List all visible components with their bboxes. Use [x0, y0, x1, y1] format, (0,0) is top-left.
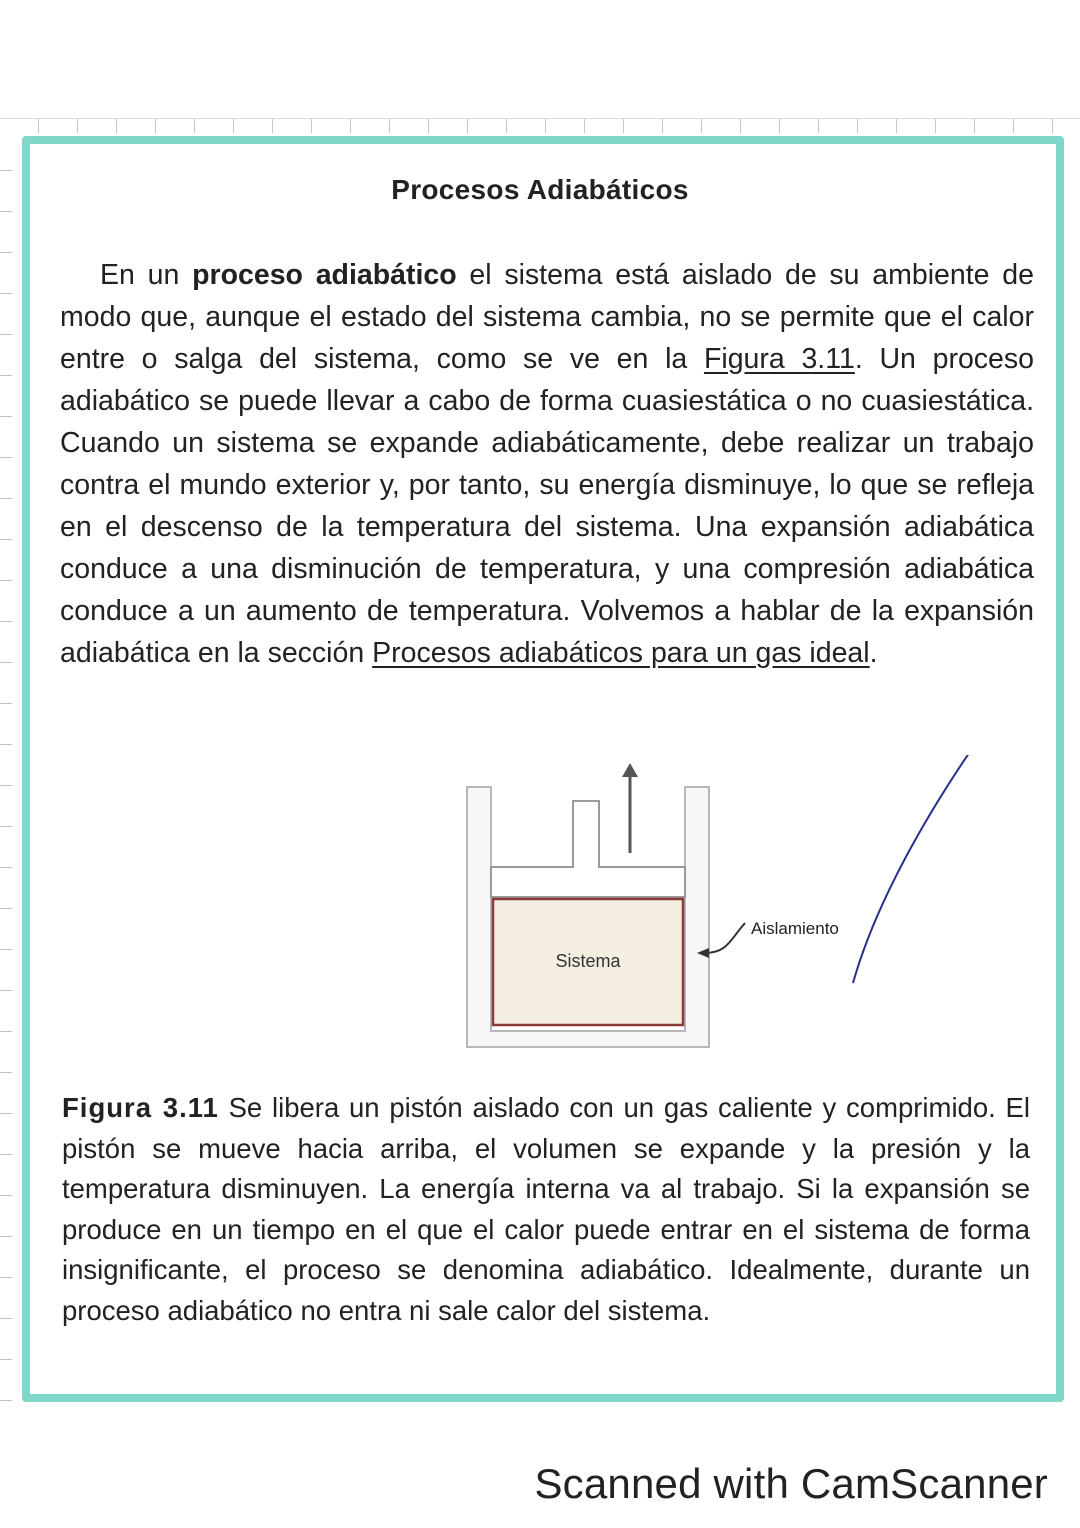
paragraph-text: el sistema está aislado de su ambiente de modo que, aunque el estado del sistema cambia, no se permite que el calor entre o salga del sistema, como se ve en la [60, 259, 1034, 375]
system-label: Sistema [555, 951, 621, 971]
figure-caption [62, 1088, 1030, 1332]
insulation-pointer [705, 923, 745, 953]
arrow-up-icon [622, 763, 638, 777]
page-title: Procesos Adiabáticos [391, 174, 689, 205]
paragraph-text: En un [100, 259, 193, 291]
piston [491, 801, 685, 897]
paragraph-bold-term: proceso adiabático [192, 259, 457, 291]
ruler-left [0, 130, 12, 1410]
body-paragraph [60, 254, 1034, 674]
ruler-top [0, 118, 1080, 133]
pen-stroke [853, 755, 985, 983]
section-link[interactable]: Procesos adiabáticos para un gas ideal [372, 637, 870, 669]
figure-link[interactable]: Figura 3.11 [703, 343, 855, 375]
scanner-watermark: Scanned with CamScanner [534, 1460, 1048, 1507]
piston-figure [455, 755, 1015, 1055]
caption-label: Figura 3.11 [62, 1092, 219, 1123]
paragraph-text: . Un proceso adiabático se puede llevar a cabo de forma cuasiestática o no cuasiestática. Cuando un sistema se expande adiabáticamente, debe realizar un trabajo contra el mundo exterior y, por tanto, su energía disminuye, lo que se refleja en el descenso de la temperatura del sistema. Una expansión adiabática conduce a una disminución de temperatura, y una compresión adiabática conduce a un aumento de temperatura. Volvemos a hablar de la expansión adiabática en la sección [60, 343, 1034, 669]
caption-text: Se libera un pistón aislado con un gas caliente y comprimido. El pistón se mueve hacia arriba, el volumen se expande y la presión y la temperatura disminuyen. La energía interna va al trabajo. Si la expansión se produce en un tiempo en el que el calor puede entrar en el sistema de forma insignificante, el proceso se denomina adiabático. Idealmente, durante un proceso adiabático no entra ni sale calor del sistema. [62, 1092, 1030, 1326]
paragraph-text: . [869, 637, 878, 669]
insulation-label: Aislamiento [751, 919, 839, 938]
